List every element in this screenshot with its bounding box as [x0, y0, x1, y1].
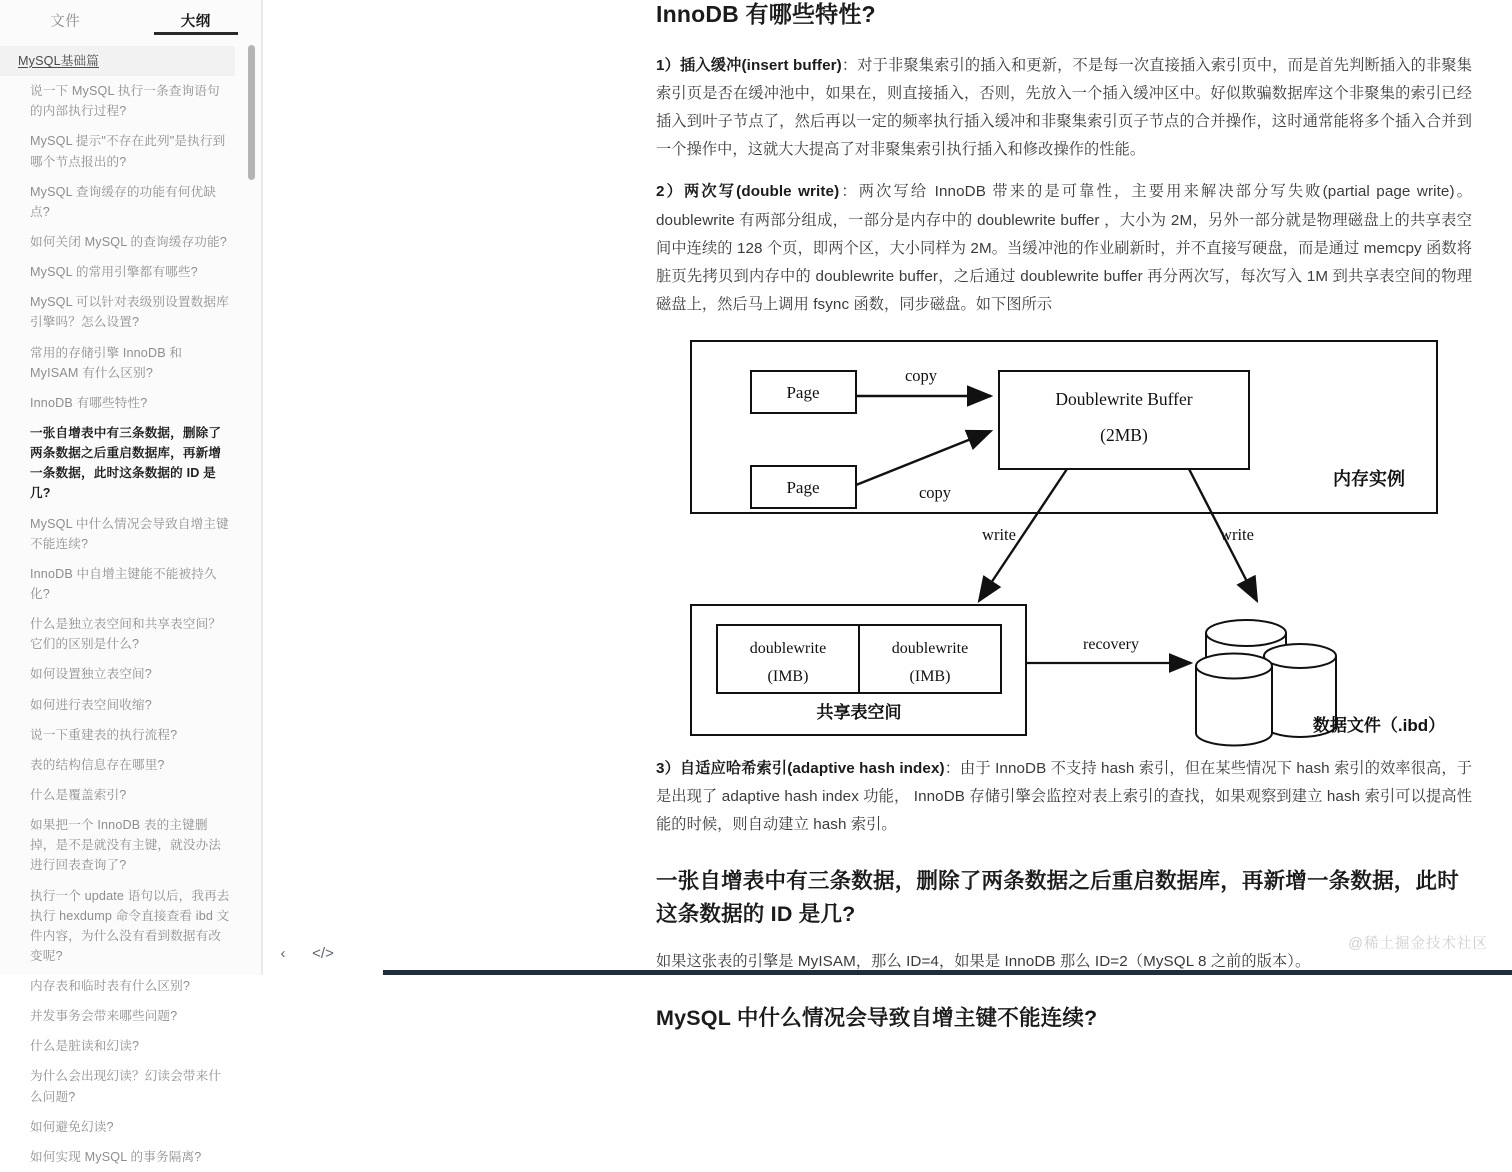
figure-dw2-size: (IMB): [909, 668, 951, 686]
paragraph-double-write: [656, 178, 1472, 319]
doublewrite-diagram: [656, 333, 1472, 743]
outline-item[interactable]: 什么是独立表空间和共享表空间？它们的区别是什么?: [30, 617, 222, 652]
sidebar-scrollbar-thumb[interactable]: [248, 45, 255, 180]
figure-page2-label: Page: [786, 478, 820, 498]
outline-item[interactable]: 如何进行表空间收缩?: [30, 697, 152, 712]
figure-dw1-title: doublewrite: [749, 640, 827, 658]
outline-item[interactable]: 执行一个 update 语句以后，我再去执行 hexdump 命令直接查看 ibd 文件内容，为什么没有看到数据有改变呢?: [30, 888, 230, 963]
outline-item[interactable]: 说一下重建表的执行流程?: [30, 727, 178, 742]
paragraph-1-label: 1）插入缓冲(insert buffer): [656, 56, 842, 74]
outline-item[interactable]: InnoDB 有哪些特性?: [30, 395, 148, 410]
outline-item[interactable]: InnoDB 中自增主键能不能被持久化?: [30, 566, 217, 601]
sidebar: [0, 0, 262, 1164]
section-heading-autoincrement-gap: MySQL 中什么情况会导致自增主键不能连续?: [656, 1006, 1098, 1031]
document-content: [642, 0, 1512, 1031]
outline-item[interactable]: MySQL 的常用引擎都有哪些?: [30, 265, 198, 280]
gutter-toolbar: [271, 941, 335, 965]
section-heading-autoincrement: 一张自增表中有三条数据，删除了两条数据之后重启数据库，再新增一条数据，此时这条数据的 ID 是几?: [656, 869, 1459, 926]
tab-outline[interactable]: [131, 0, 262, 40]
paragraph-2-body: ：两次写给 InnoDB 带来的是可靠性，主要用来解决部分写失败(partial page write)。doublewrite 有两部分组成，一部分是内存中的 doublewrite buffer ，大小为 2M，另外一部分就是物理磁盘上的共享表空间中连续的 128 个页，即两个区，大小同样为 2M。当缓冲池的作业刷新时，并不直接写硬盘，而是通过 memcpy 函数将脏页先拷贝到内存中的 doublewrite buffer，之后通过 doublewrite buffer 再分两次写，每次写入 1M 到共享表空间的物理磁盘上，然后马上调用 fsync 函数，同步磁盘。如下图所示: [656, 183, 1472, 313]
chevron-left-icon[interactable]: ‹: [280, 944, 286, 962]
outline-item[interactable]: 为什么会出现幻读？幻读会带来什么问题?: [30, 1069, 222, 1104]
outline-item[interactable]: 说一下 MySQL 执行一条查询语句的内部执行过程?: [30, 84, 220, 119]
paragraph-autoincrement-answer: 如果这张表的引擎是 MyISAM，那么 ID=4，如果是 InnoDB 那么 ID=2（MySQL 8 之前的版本）。: [656, 952, 1311, 970]
figure-write-label-1: write: [982, 525, 1016, 545]
paragraph-3-label: 3）自适应哈希索引(adaptive hash index): [656, 760, 945, 778]
outline-section-header[interactable]: MySQL基础篇: [0, 46, 235, 76]
gutter-panel: [262, 0, 642, 975]
watermark: @稀土掘金技术社区: [1348, 936, 1488, 952]
doublewrite-diagram-svg: [679, 333, 1449, 743]
tab-files[interactable]: [0, 0, 131, 40]
outline-item[interactable]: 什么是脏读和幻读?: [30, 1039, 140, 1054]
outline-item[interactable]: 如何避免幻读?: [30, 1119, 114, 1134]
figure-dw1-size: (IMB): [767, 668, 809, 686]
outline-item[interactable]: 什么是覆盖索引?: [30, 787, 127, 802]
outline-list: [0, 40, 261, 1172]
outline-item[interactable]: 并发事务会带来哪些问题?: [30, 1009, 178, 1024]
outline-item[interactable]: 常用的存储引擎 InnoDB 和 MyISAM 有什么区别?: [30, 345, 183, 380]
figure-tablespace-label: 共享表空间: [816, 703, 902, 723]
figure-buffer-title: Doublewrite Buffer: [1055, 389, 1193, 410]
bottom-accent-bar: [383, 970, 1512, 975]
figure-page1-label: Page: [786, 383, 820, 403]
page-title: InnoDB 有哪些特性?: [656, 1, 876, 27]
outline-item[interactable]: 内存表和临时表有什么区别?: [30, 979, 191, 994]
paragraph-3-body: ：由于 InnoDB 不支持 hash 索引，但在某些情况下 hash 索引的效率很高，于是出现了 adaptive hash index 功能， InnoDB 存储引擎会监控对表上索引的查找，如果观察到建立 hash 索引可以提高性能的时候，则自动建立 hash 索引。: [656, 760, 1472, 834]
outline-item[interactable]: 如果把一个 InnoDB 表的主键删掉，是不是就没有主键，就没办法进行回表查询了?: [30, 818, 222, 873]
outline-item[interactable]: 表的结构信息存在哪里?: [30, 757, 165, 772]
tab-outline-label: 大纲: [180, 13, 211, 30]
outline-item[interactable]: 如何设置独立表空间?: [30, 667, 152, 682]
paragraph-adaptive-hash: [656, 755, 1472, 839]
outline-item[interactable]: MySQL 中什么情况会导致自增主键不能连续?: [30, 516, 229, 551]
figure-datafile-label: 数据文件（.ibd）: [1312, 716, 1446, 736]
sidebar-scrollbar-track[interactable]: [248, 40, 255, 975]
figure-buffer-size: (2MB): [1100, 425, 1148, 446]
paragraph-2-label: 2）两次写(double write): [656, 183, 840, 201]
figure-dw2-title: doublewrite: [891, 640, 969, 658]
figure-recovery-label: recovery: [1083, 636, 1139, 654]
sidebar-tabbar: [0, 0, 261, 40]
figure-copy-label-1: copy: [904, 366, 938, 386]
outline-item[interactable]: 如何实现 MySQL 的事务隔离?: [30, 1149, 202, 1164]
paragraph-1-body: ：对于非聚集索引的插入和更新，不是每一次直接插入索引页中，而是首先判断插入的非聚集索引页是否在缓冲池中，如果在，则直接插入，否则，先放入一个插入缓冲区中。好似欺骗数据库这个非聚集的索引已经插入到叶子节点了，然后再以一定的频率执行插入缓冲和非聚集索引页子节点的合并操作，这时通常能将多个插入合并到一个操作中，这就大大提高了对非聚集索引执行插入和修改操作的性能。: [656, 56, 1473, 159]
outline-item[interactable]: MySQL 提示"不存在此列"是执行到哪个节点报出的?: [30, 134, 226, 169]
tab-files-label: 文件: [50, 13, 81, 30]
figure-copy-label-2: copy: [918, 483, 952, 503]
figure-memory-instance-label: 内存实例: [1333, 469, 1405, 490]
outline-item[interactable]: 一张自增表中有三条数据，删除了两条数据之后重启数据库，再新增一条数据，此时这条数据的 ID 是几?: [30, 425, 222, 501]
figure-write-label-2: write: [1220, 525, 1254, 545]
paragraph-insert-buffer: [656, 52, 1472, 165]
outline-item[interactable]: MySQL 查询缓存的功能有何优缺点?: [30, 184, 217, 219]
outline-item[interactable]: 如何关闭 MySQL 的查询缓存功能?: [30, 234, 227, 249]
outline-item[interactable]: MySQL 可以针对表级别设置数据库引擎吗？怎么设置?: [30, 295, 229, 330]
code-brackets-icon[interactable]: </>: [312, 944, 334, 962]
outline-scroll-area: [0, 40, 261, 1164]
